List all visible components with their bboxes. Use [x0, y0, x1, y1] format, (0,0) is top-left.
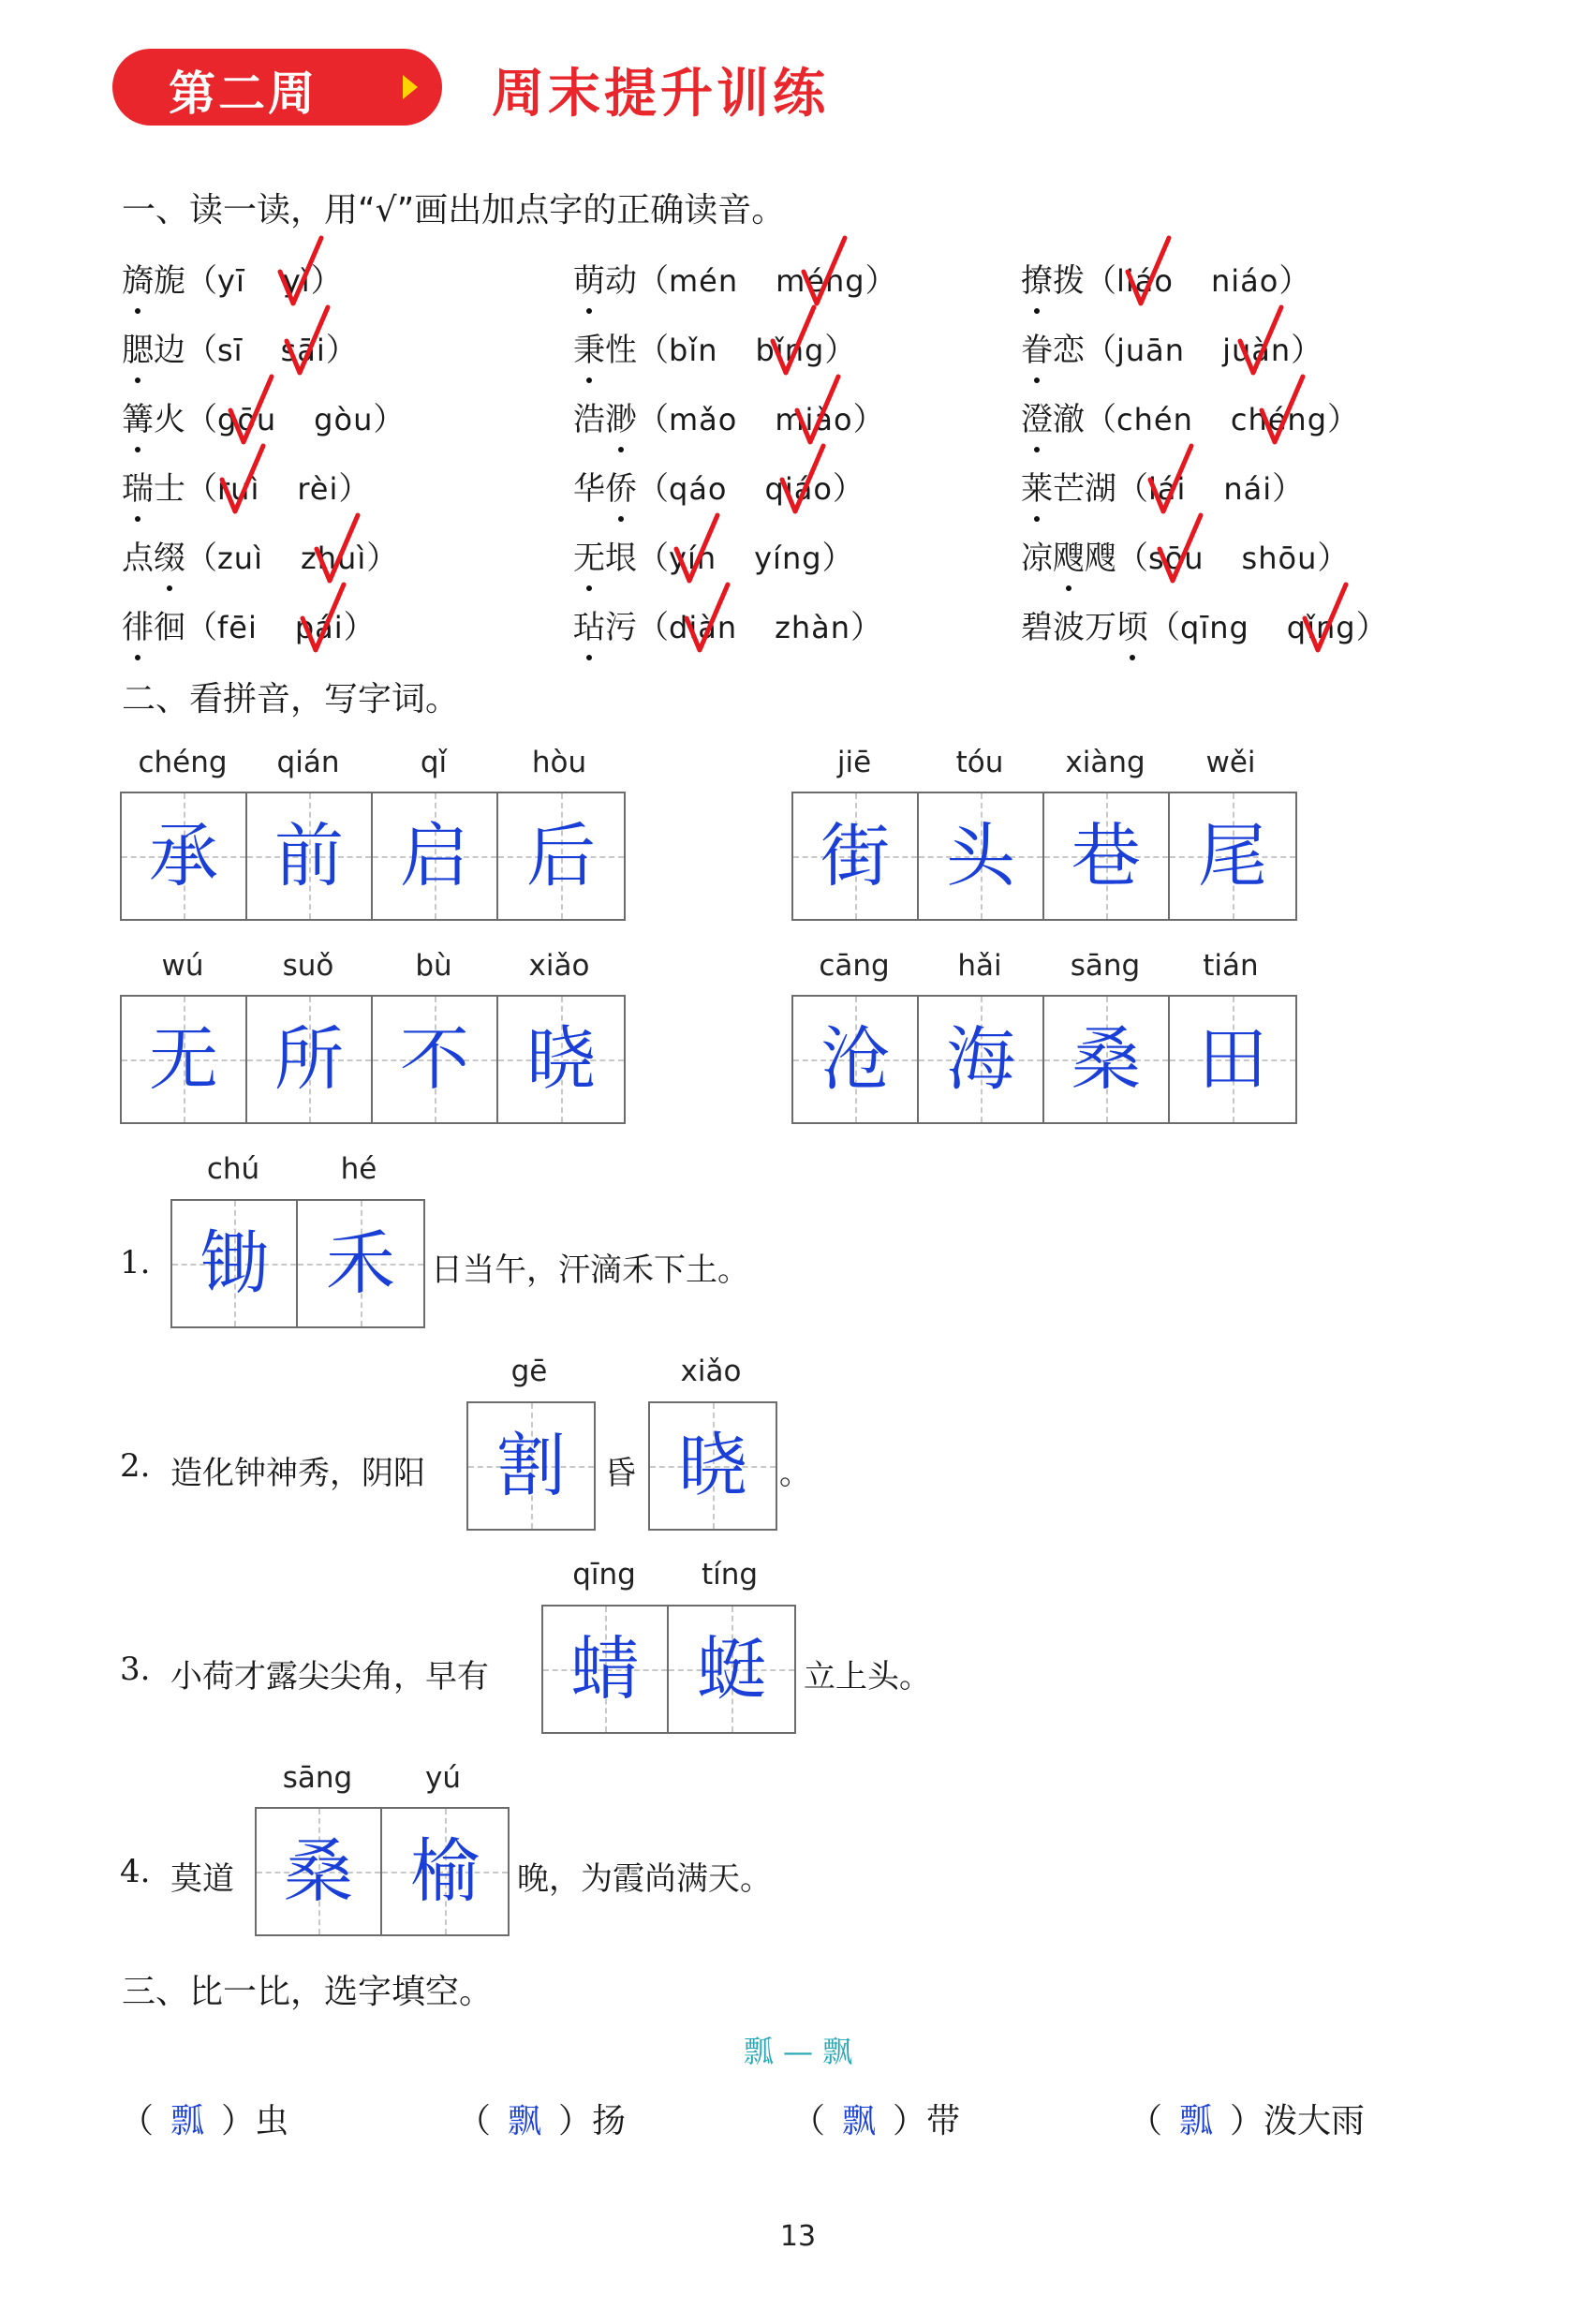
word-suffix: 拨 [1053, 262, 1085, 300]
char-cell [257, 1809, 382, 1934]
word3-pinyin [120, 949, 626, 986]
paren-open: （ [637, 401, 669, 438]
pinyin-option-a: lái [1148, 471, 1187, 507]
paren-close: ） [343, 609, 376, 646]
pinyin-option-a: ruì [217, 471, 260, 507]
pinyin-option-a: qáo [669, 471, 728, 507]
answer-char: 前 [274, 816, 344, 896]
word1-grid [120, 792, 626, 921]
char-cell [650, 1403, 776, 1529]
red-check-icon [1126, 234, 1171, 307]
paren-open: （ [637, 540, 669, 577]
paren-close: ） [325, 332, 358, 369]
sentence3-number: 3. [120, 1651, 151, 1688]
pinyin-option-b: miǎo [775, 402, 853, 437]
red-check-icon [315, 511, 360, 585]
answer-char: 尾 [1198, 816, 1267, 896]
pinyin-option-b: juàn [1222, 333, 1292, 368]
answer-char: 海 [946, 1019, 1015, 1100]
paren-open: （ [637, 332, 669, 369]
answer-char: 晓 [526, 1019, 596, 1100]
pinyin-label: suǒ [282, 949, 334, 983]
pinyin-option-a: yī [217, 263, 245, 299]
word2-grid [791, 792, 1297, 921]
sentence2-mid: 昏 [604, 1455, 636, 1492]
paren-open: （ [1085, 262, 1116, 300]
char-cell [247, 997, 373, 1122]
fill-text: 泼大雨 [1264, 2102, 1366, 2140]
sentence4-pre: 莫道 [170, 1860, 234, 1898]
word-suffix: 恋 [1053, 332, 1085, 369]
answer-char: 不 [400, 1019, 469, 1100]
pinyin-option-a: sī [217, 333, 244, 368]
word-suffix: 边 [154, 332, 185, 369]
red-check-icon [285, 304, 330, 377]
section3-title: 三、比一比，选字填空。 [122, 1973, 494, 2011]
sentence4-post: 晚，为霞尚满天。 [517, 1860, 772, 1898]
word4-pinyin [791, 949, 1297, 986]
paren-close: ） [832, 470, 864, 508]
dotted-char: 莱 [1021, 463, 1053, 509]
pinyin-label: sāng [282, 1761, 353, 1795]
paren-open: （ [185, 262, 217, 300]
pinyin-option-b: chéng [1230, 402, 1327, 437]
paren-open: （ [1116, 540, 1148, 577]
paren-open: （ [457, 2102, 492, 2140]
paren-open: （ [1085, 332, 1116, 369]
dotted-char: 萌 [573, 255, 605, 301]
pinyin-label: wěi [1205, 746, 1256, 779]
red-check-icon [1148, 442, 1193, 515]
word4-grid [791, 995, 1297, 1124]
fill-text: 扬 [592, 2102, 627, 2140]
char-cell [543, 1607, 669, 1732]
play-triangle-icon [403, 75, 418, 99]
word-suffix: 污 [605, 609, 637, 646]
char-cell [919, 793, 1044, 919]
dotted-char: 篝 [122, 393, 154, 439]
sentence3-post: 立上头。 [804, 1658, 931, 1695]
char-cell [1170, 793, 1295, 919]
pinyin-label: hǎi [957, 949, 1002, 983]
paren-close: ） [852, 401, 885, 438]
answer-char: 晓 [678, 1426, 747, 1506]
sentence4-number: 4. [120, 1853, 151, 1890]
dotted-char: 澄 [1021, 393, 1053, 439]
answer-char: 巷 [1071, 816, 1141, 896]
pinyin-label: tíng [701, 1558, 759, 1592]
fill-item-2 [457, 2095, 626, 2142]
paren-close: ） [373, 401, 406, 438]
pinyin-option-b: yǐ [282, 263, 311, 299]
section1-title: 一、读一读，用“√”画出加点字的正确读音。 [122, 191, 786, 230]
word-suffix: 芒湖 [1053, 470, 1116, 508]
char-cell [373, 793, 498, 919]
answer-char: 街 [820, 816, 890, 896]
paren-close: ） [221, 2102, 256, 2140]
red-check-icon [229, 373, 273, 446]
char-cell [498, 997, 624, 1122]
char-cell [373, 997, 498, 1122]
pinyin-option-b: méng [776, 263, 865, 299]
dotted-char: 侨 [605, 463, 637, 509]
paren-close: ） [1272, 470, 1305, 508]
paren-open: （ [1085, 401, 1116, 438]
char-cell [669, 1607, 794, 1732]
pinyin-option-b: shōu [1241, 540, 1318, 576]
dotted-char: 眷 [1021, 324, 1053, 370]
word-suffix: 火 [154, 401, 185, 438]
sentence2-grid-b [648, 1401, 777, 1531]
char-cell [1044, 997, 1170, 1122]
fill-text: 虫 [255, 2102, 289, 2140]
word-suffix: 澈 [1053, 401, 1085, 438]
pinyin-option-a: gōu [217, 402, 277, 437]
red-check-icon [795, 373, 840, 446]
pinyin-label: hé [340, 1152, 377, 1186]
dotted-char: 腮 [122, 324, 154, 370]
char-cell [298, 1201, 423, 1326]
pinyin-label: tóu [955, 746, 1004, 779]
pinyin-option-b: bǐng [755, 333, 825, 368]
red-check-icon [802, 234, 847, 307]
section2-title: 二、看拼音，写字词。 [122, 680, 460, 718]
paren-close: ） [310, 262, 343, 300]
paren-close: ） [1317, 540, 1350, 577]
answer-char: 桑 [1071, 1019, 1141, 1100]
answer-char: 田 [1198, 1019, 1267, 1100]
pinyin-label: chéng [138, 746, 228, 779]
pinyin-option-a: fēi [217, 610, 258, 645]
pinyin-option-a: juān [1116, 333, 1186, 368]
compare-pair: 瓢 — 飘 [743, 2034, 853, 2069]
sentence2-grid-a [466, 1401, 596, 1531]
word-suffix: 性 [605, 332, 637, 369]
answer-char: 头 [946, 816, 1015, 896]
paren-close: ） [558, 2102, 593, 2140]
paren-close: ） [1278, 262, 1311, 300]
char-cell [122, 793, 247, 919]
word-suffix: 飕 [1085, 540, 1116, 577]
pinyin-label: sāng [1070, 949, 1141, 983]
char-cell [919, 997, 1044, 1122]
pinyin-option-a: liáo [1116, 263, 1174, 299]
answer-char: 承 [149, 816, 218, 896]
char-cell [793, 793, 919, 919]
pinyin-option-a: yín [669, 540, 717, 576]
paren-close: ） [824, 332, 857, 369]
dotted-char: 旖 [122, 255, 154, 301]
paren-open: （ [637, 609, 669, 646]
pinyin-label: chú [206, 1152, 260, 1186]
dotted-char: 缀 [154, 532, 185, 578]
sentence2-pinyin-a [466, 1355, 592, 1392]
answer-char: 蜓 [697, 1629, 766, 1710]
sentence2-pinyin-b [648, 1355, 774, 1392]
char-cell [1044, 793, 1170, 919]
red-check-icon [1158, 511, 1203, 585]
paren-close: ） [1291, 332, 1323, 369]
pinyin-label: xiǎo [528, 949, 590, 983]
word-suffix: 徊 [154, 609, 185, 646]
pinyin-option-a: mén [669, 263, 739, 299]
sentence1-text: 日当午，汗滴禾下土。 [431, 1251, 749, 1289]
pronunciation-item [1021, 393, 1359, 439]
pinyin-option-a: sōu [1148, 540, 1204, 576]
sentence2-number: 2. [120, 1447, 151, 1485]
week-badge-label: 第二周 [169, 67, 318, 121]
red-check-icon [301, 581, 346, 654]
sentence1-pinyin [170, 1152, 423, 1190]
week-badge [112, 49, 442, 126]
pinyin-option-b: qǐng [1286, 610, 1356, 645]
paren-close: ） [1355, 609, 1388, 646]
fill-answer: 飘 [842, 2102, 877, 2140]
sentence1-number: 1. [120, 1244, 151, 1281]
char-cell [498, 793, 624, 919]
sentence2-pre: 造化钟神秀，阴阳 [170, 1455, 425, 1492]
paren-close: ） [1327, 401, 1359, 438]
sentence2-post: 。 [779, 1455, 811, 1492]
word-prefix: 华 [573, 470, 605, 508]
paren-open: （ [1148, 609, 1180, 646]
pinyin-option-b: pái [294, 610, 344, 645]
dotted-char: 玷 [573, 601, 605, 647]
answer-char: 蜻 [570, 1629, 640, 1710]
sentence4-pinyin [255, 1761, 508, 1799]
paren-close: ） [821, 540, 854, 577]
pinyin-label: qīng [572, 1558, 636, 1592]
dotted-char: 瑞 [122, 463, 154, 509]
word-prefix: 凉 [1021, 540, 1053, 577]
pinyin-label: xiǎo [680, 1355, 742, 1388]
answer-char: 割 [496, 1426, 566, 1506]
paren-open: （ [637, 262, 669, 300]
word-suffix: 士 [154, 470, 185, 508]
fill-text: 带 [926, 2102, 961, 2140]
paren-open: （ [185, 401, 217, 438]
pinyin-label: gē [510, 1355, 548, 1388]
word-suffix: 垠 [605, 540, 637, 577]
red-check-icon [1303, 581, 1348, 654]
pinyin-option-b: niáo [1210, 263, 1279, 299]
pinyin-label: wú [161, 949, 204, 983]
answer-char: 锄 [200, 1223, 269, 1304]
fill-item-1 [120, 2095, 288, 2142]
paren-open: （ [185, 540, 217, 577]
answer-char: 沧 [820, 1019, 890, 1100]
answer-char: 后 [526, 816, 596, 896]
char-cell [172, 1201, 298, 1326]
sentence3-grid [541, 1605, 796, 1734]
char-cell [122, 997, 247, 1122]
paren-open: （ [1116, 470, 1148, 508]
word1-pinyin [120, 746, 626, 783]
paren-open: （ [185, 332, 217, 369]
word-prefix: 碧波万 [1021, 609, 1116, 646]
pinyin-option-b: gòu [314, 402, 374, 437]
pinyin-option-b: nái [1223, 471, 1273, 507]
pinyin-option-b: zhàn [775, 610, 851, 645]
fill-answer: 瓢 [170, 2102, 205, 2140]
red-check-icon [278, 234, 323, 307]
char-cell [247, 793, 373, 919]
paren-close: ） [893, 2102, 927, 2140]
char-cell [1170, 997, 1295, 1122]
page-number: 13 [779, 2220, 817, 2253]
sentence3-pinyin [541, 1558, 794, 1595]
pinyin-label: qián [276, 746, 340, 779]
paren-open: （ [120, 2102, 155, 2140]
char-cell [468, 1403, 594, 1529]
paren-close: ） [366, 540, 399, 577]
paren-close: ） [338, 470, 371, 508]
pronunciation-item [573, 255, 897, 301]
pinyin-label: bù [415, 949, 452, 983]
paren-close: ） [864, 262, 897, 300]
pinyin-label: cāng [819, 949, 890, 983]
answer-char: 启 [400, 816, 469, 896]
answer-char: 榆 [410, 1831, 480, 1912]
pinyin-option-a: bǐn [669, 333, 718, 368]
fill-answer: 飘 [508, 2102, 542, 2140]
word-prefix: 浩 [573, 401, 605, 438]
pinyin-option-a: zuì [217, 540, 263, 576]
paren-open: （ [637, 470, 669, 508]
red-check-icon [780, 442, 825, 515]
dotted-char: 无 [573, 532, 605, 578]
dotted-char: 顷 [1116, 601, 1148, 647]
answer-char: 桑 [284, 1831, 353, 1912]
word3-grid [120, 995, 626, 1124]
pinyin-option-a: diàn [669, 610, 738, 645]
red-check-icon [1238, 304, 1283, 377]
fill-answer: 瓢 [1179, 2102, 1214, 2140]
sentence1-grid [170, 1199, 425, 1328]
word-prefix: 点 [122, 540, 154, 577]
red-check-icon [674, 511, 719, 585]
pinyin-option-b: zhuì [300, 540, 367, 576]
dotted-char: 秉 [573, 324, 605, 370]
paren-close: ） [850, 609, 883, 646]
pinyin-label: qǐ [420, 746, 448, 779]
page-subtitle: 周末提升训练 [492, 64, 829, 125]
char-cell [382, 1809, 508, 1934]
dotted-char: 徘 [122, 601, 154, 647]
pinyin-label: yú [425, 1761, 461, 1795]
paren-open: （ [1129, 2102, 1163, 2140]
paren-open: （ [791, 2102, 826, 2140]
dotted-char: 撩 [1021, 255, 1053, 301]
word2-pinyin [791, 746, 1297, 783]
pinyin-label: tián [1203, 949, 1259, 983]
pinyin-option-b: yíng [754, 540, 822, 576]
dotted-char: 渺 [605, 393, 637, 439]
fill-item-4 [1129, 2095, 1365, 2142]
pinyin-label: hòu [531, 746, 587, 779]
dotted-char: 飕 [1053, 532, 1085, 578]
fill-item-3 [791, 2095, 960, 2142]
pinyin-option-b: rèi [297, 471, 339, 507]
answer-char: 所 [274, 1019, 344, 1100]
char-cell [793, 997, 919, 1122]
pinyin-option-b: qiáo [764, 471, 833, 507]
word-suffix: 旎 [154, 262, 185, 300]
red-check-icon [771, 304, 816, 377]
pinyin-option-a: qīng [1180, 610, 1249, 645]
paren-open: （ [185, 609, 217, 646]
pinyin-option-a: mǎo [669, 402, 738, 437]
pinyin-option-b: sāi [280, 333, 326, 368]
pinyin-option-a: chén [1116, 402, 1193, 437]
answer-char: 无 [149, 1019, 218, 1100]
paren-open: （ [185, 470, 217, 508]
pinyin-label: xiàng [1065, 746, 1145, 779]
sentence4-grid [255, 1807, 510, 1936]
answer-char: 禾 [326, 1223, 395, 1304]
paren-close: ） [1230, 2102, 1264, 2140]
pinyin-label: jiē [836, 746, 872, 779]
red-check-icon [1260, 373, 1305, 446]
red-check-icon [220, 442, 265, 515]
sentence3-pre: 小荷才露尖尖角，早有 [170, 1658, 489, 1695]
red-check-icon [685, 581, 730, 654]
word-suffix: 动 [605, 262, 637, 300]
